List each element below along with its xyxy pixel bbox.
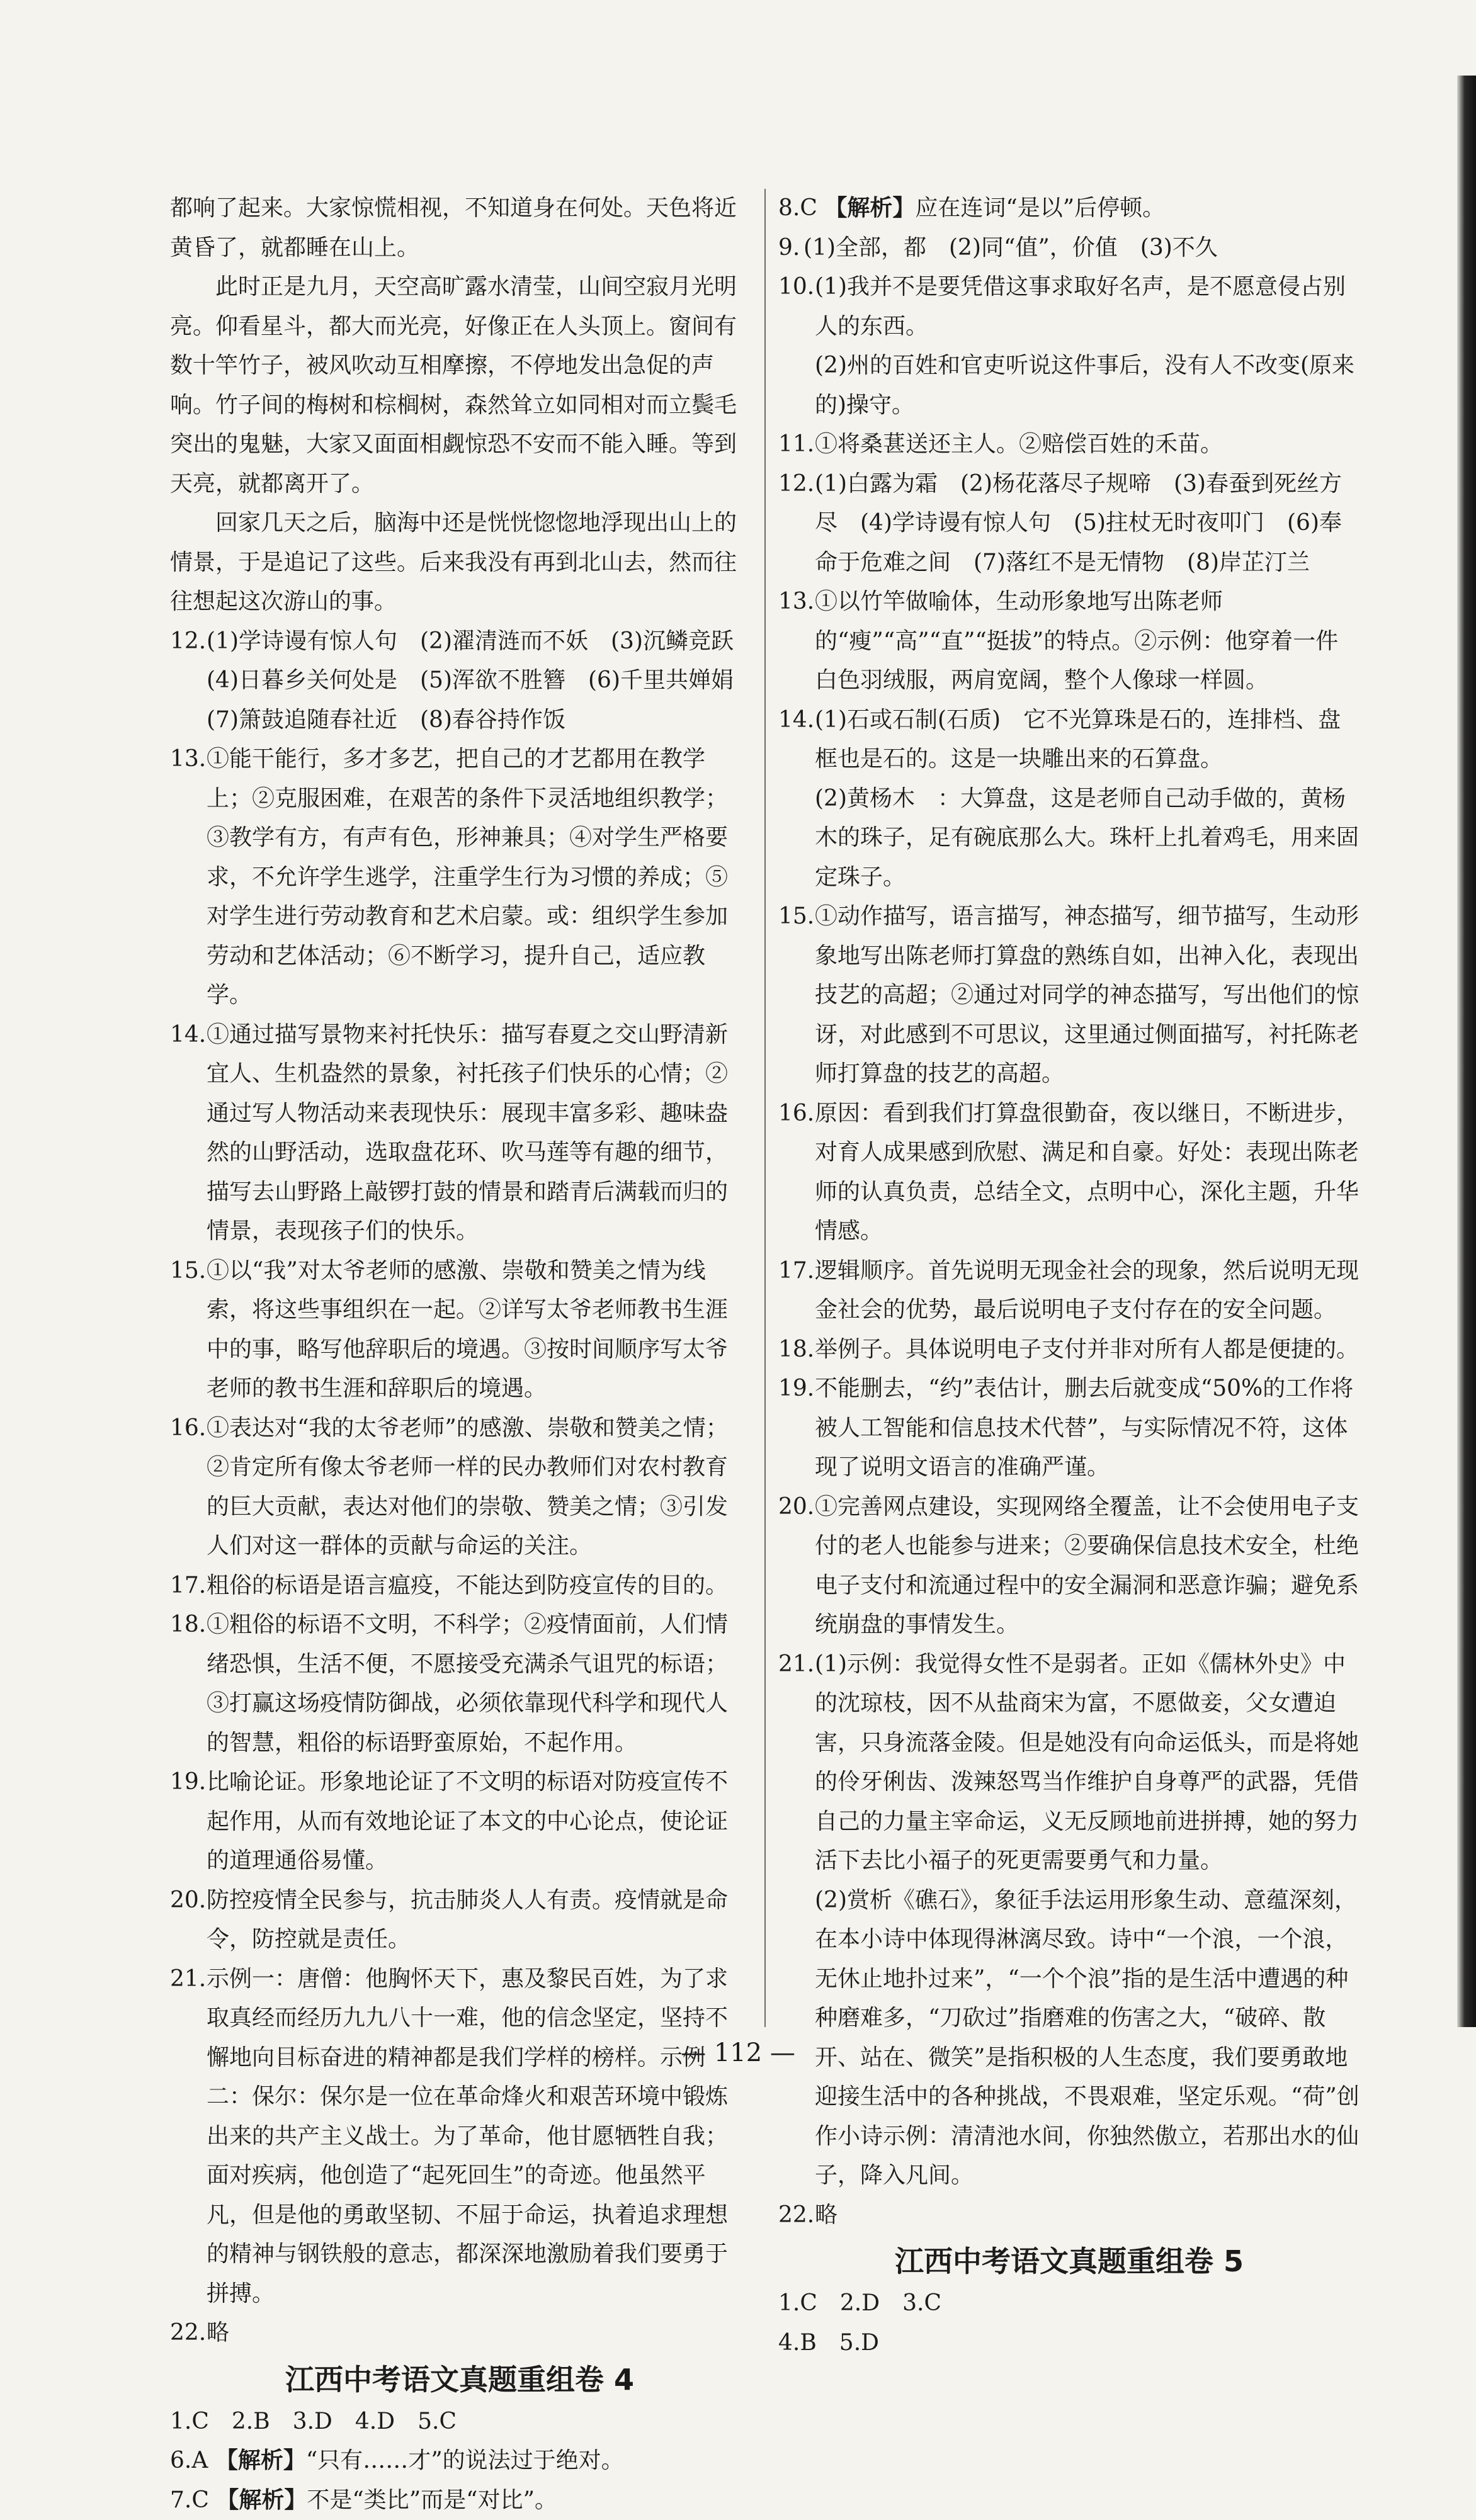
answer-subpart: (1)我并不是要凭借这事求取好名声，是不愿意侵占别人的东西。 (815, 268, 1360, 346)
answer-number: 17. (170, 1566, 207, 1606)
paper5-choice-answers-2: 4.B 5.D (778, 2324, 1360, 2363)
answer-item (778, 425, 1360, 465)
answer-text-block (815, 1369, 1360, 1488)
answer-number: 18. (778, 1330, 815, 1370)
answer-number: 19. (778, 1369, 815, 1488)
answer-text: ①表达对“我的太爷老师”的感激、崇敬和赞美之情；②肯定所有像太爷老师一样的民办教师们对农村教育的巨大贡献，表达对他们的崇敬、赞美之情；③引发人们对这一群体的贡献与命运的关注。 (207, 1409, 749, 1566)
answer-text-block (815, 1488, 1360, 1645)
analysis-text: 应在连词“是以”后停顿。 (915, 195, 1165, 221)
answer-number: 21. (778, 1645, 815, 2196)
answer-item (778, 1645, 1360, 2196)
answer-number: 21. (170, 1960, 207, 2314)
answer-subpart: 逻辑顺序。首先说明无现金社会的现象，然后说明无现金社会的优势，最后说明电子支付存在的安全问题。 (815, 1252, 1360, 1330)
answer-subpart: 原因：看到我们打算盘很勤奋，夜以继日，不断进步，对育人成果感到欣慰、满足和自豪。好处：表现出陈老师的认真负责，总结全文，点明中心，深化主题，升华情感。 (815, 1094, 1360, 1252)
answer-number: 12. (170, 622, 207, 740)
answer-subpart: (2)黄杨木 ：大算盘，这是老师自己动手做的，黄杨木的珠子，足有碗底那么大。珠杆上扎着鸡毛，用来固定珠子。 (815, 779, 1360, 898)
answer-text: 示例一：唐僧：他胸怀天下，惠及黎民百姓，为了求取真经而经历九九八十一难，他的信念坚定，坚持不懈地向目标奋进的精神都是我们学样的榜样。示例二：保尔：保尔是一位在革命烽火和艰苦环境中锻炼出来的共产主义战士。为了革命，他甘愿牺牲自我；面对疾病，他创造了“起死回生”的奇迹。他虽然平凡，但是他的勇敢坚韧、不屈于命运，执着追求理想的精神与钢铁般的意志，都深深地激励着我们要勇于拼搏。 (207, 1960, 749, 2314)
answer-item (170, 1881, 749, 1960)
answer-text: 防控疫情全民参与，抗击肺炎人人有责。疫情就是命令，防控就是责任。 (207, 1881, 749, 1960)
answer-item (778, 701, 1360, 898)
answer-number: 10. (778, 268, 815, 425)
answer-text: ①能干能行，多才多艺，把自己的才艺都用在教学上；②克服困难，在艰苦的条件下灵活地组织教学；③教学有方，有声有色，形神兼具；④对学生严格要求，不允许学生逃学，注重学生行为习惯的养成；⑤对学生进行劳动教育和艺术启蒙。或：组织学生参加劳动和艺体活动；⑥不断学习，提升自己，适应教学。 (207, 740, 749, 1015)
answer-text: ①以“我”对太爷老师的感激、崇敬和赞美之情为线索，将这些事组织在一起。②详写太爷老师教书生涯中的事，略写他辞职后的境遇。③按时间顺序写太爷老师的教书生涯和辞职后的境遇。 (207, 1252, 749, 1409)
answer-text-block (815, 1645, 1360, 2196)
answer-number: 7.C (170, 2487, 209, 2513)
answer-number: 18. (170, 1605, 207, 1763)
answer-item (170, 1252, 749, 1409)
answer-text-block (815, 1252, 1360, 1330)
answer-subpart: 举例子。具体说明电子支付并非对所有人都是便捷的。 (815, 1330, 1360, 1370)
analysis-tag: 【解析】 (215, 2448, 306, 2473)
analysis-tag: 【解析】 (824, 195, 915, 221)
answer-text: ①通过描写景物来衬托快乐：描写春夏之交山野清新宜人、生机盎然的景象，衬托孩子们快乐的心情；②通过写人物活动来表现快乐：展现丰富多彩、趣味盎然的山野活动，选取盘花环、吹马莲等有趣的细节，描写去山野路上敲锣打鼓的情景和踏青后满载而归的情景，表现孩子们的快乐。 (207, 1015, 749, 1252)
paper4-answer-6 (170, 2441, 749, 2481)
answer-subpart: (2)州的百姓和官吏听说这件事后，没有人不改变(原来的)操守。 (815, 346, 1360, 425)
answer-item (778, 268, 1360, 425)
answer-subpart: 略 (815, 2196, 1360, 2235)
answer-number: 14. (778, 701, 815, 898)
answer-number: 15. (778, 897, 815, 1094)
translation-paragraph-2: 此时正是九月，天空高旷露水清莹，山间空寂月光明亮。仰看星斗，都大而光亮，好像正在人头顶上。窗间有数十竿竹子，被风吹动互相摩擦，不停地发出急促的声响。竹子间的梅树和棕榈树，森然耸立如同相对而立鬓毛突出的鬼魅，大家又面面相觑惊恐不安而不能入睡。等到天亮，就都离开了。 (170, 268, 749, 504)
page-number: — 112 — (0, 2038, 1476, 2067)
answer-text: (1)学诗谩有惊人句 (2)濯清涟而不妖 (3)沉鳞竞跃 (4)日暮乡关何处是 (5)浑欲不胜簪 (6)千里共婵娟 (7)箫鼓追随春社近 (8)春谷持作饭 (207, 622, 749, 740)
answer-number: 22. (778, 2196, 815, 2235)
answer-subpart: (1)示例：我觉得女性不是弱者。正如《儒林外史》中的沈琼枝，因不从盐商宋为富，不愿做妾，父女遭迫害，只身流落金陵。但是她没有向命运低头，而是将她的伶牙俐齿、泼辣怒骂当作维护自身尊严的武器，凭借自己的力量主宰命运，义无反顾地前进拼搏，她的努力活下去比小福子的死更需要勇气和力量。 (815, 1645, 1360, 1881)
answer-text-block (815, 465, 1360, 583)
section-title-paper-5: 江西中考语文真题重组卷 5 (778, 2239, 1360, 2284)
answer-number: 19. (170, 1763, 207, 1881)
translation-paragraph-3: 回家几天之后，脑海中还是恍恍惚惚地浮现出山上的情景，于是追记了这些。后来我没有再到北山去，然而往往想起这次游山的事。 (170, 504, 749, 622)
answer-text-block (815, 582, 1360, 701)
answer-subpart: (1)全部，都 (2)同“值”，价值 (3)不久 (803, 229, 1360, 268)
scan-edge-shadow (1457, 76, 1476, 2027)
paper4-choice-answers: 1.C 2.B 3.D 4.D 5.C (170, 2402, 749, 2442)
answer-item (778, 897, 1360, 1094)
answer-text: 比喻论证。形象地论证了不文明的标语对防疫宣传不起作用，从而有效地论证了本文的中心论点，使论证的道理通俗易懂。 (207, 1763, 749, 1881)
left-column (170, 189, 749, 2520)
answer-item (778, 1488, 1360, 1645)
answer-text-block (815, 897, 1360, 1094)
paper5-choice-answers-1: 1.C 2.D 3.C (778, 2284, 1360, 2324)
right-column (778, 189, 1360, 2363)
answer-subpart: (1)石或石制(石质) 它不光算珠是石的，连排档、盘框也是石的。这是一块雕出来的石算盘。 (815, 701, 1360, 779)
answer-text: 略 (207, 2314, 749, 2353)
section-title-paper-4: 江西中考语文真题重组卷 4 (170, 2357, 749, 2402)
answer-item (170, 1015, 749, 1252)
answer-number: 20. (778, 1488, 815, 1645)
answer-item (170, 622, 749, 740)
analysis-tag: 【解析】 (216, 2487, 307, 2513)
answer-number: 20. (170, 1881, 207, 1960)
answer-item (778, 1252, 1360, 1330)
answer-item (778, 582, 1360, 701)
answer-text-block (815, 2196, 1360, 2235)
answer-item (170, 740, 749, 1015)
answer-item (170, 1605, 749, 1763)
answer-text-block (803, 229, 1360, 268)
answer-number: 11. (778, 425, 815, 465)
answer-number: 12. (778, 465, 815, 583)
answer-item (170, 1566, 749, 1606)
answer-number: 9. (778, 229, 803, 268)
answer-item (778, 1330, 1360, 1370)
answer-text-block (815, 425, 1360, 465)
answer-item (170, 1409, 749, 1566)
answer-text: ①粗俗的标语不文明，不科学；②疫情面前，人们情绪恐惧，生活不便，不愿接受充满杀气诅咒的标语；③打赢这场疫情防御战，必须依靠现代科学和现代人的智慧，粗俗的标语野蛮原始，不起作用。 (207, 1605, 749, 1763)
answer-number: 22. (170, 2314, 207, 2353)
right-answer-list (778, 229, 1360, 2235)
answer-text-block (815, 1094, 1360, 1252)
answer-subpart: 不能删去，“约”表估计，删去后就变成“50%的工作将被人工智能和信息技术代替”，与实际情况不符，这体现了说明文语言的准确严谨。 (815, 1369, 1360, 1488)
answer-number: 14. (170, 1015, 207, 1252)
answer-subpart: ①将桑葚送还主人。②赔偿百姓的禾苗。 (815, 425, 1360, 465)
answer-subpart: (1)白露为霜 (2)杨花落尽子规啼 (3)春蚕到死丝方尽 (4)学诗谩有惊人句 (5)拄杖无时夜叩门 (6)奉命于危难之间 (7)落红不是无情物 (8)岸芷汀兰 (815, 465, 1360, 583)
answer-subpart: ①动作描写，语言描写，神态描写，细节描写，生动形象地写出陈老师打算盘的熟练自如，出神入化，表现出技艺的高超；②通过对同学的神态描写，写出他们的惊讶，对此感到不可思议，这里通过侧面描写，衬托陈老师打算盘的技艺的高超。 (815, 897, 1360, 1094)
analysis-text: 不是“类比”而是“对比”。 (307, 2487, 557, 2513)
answer-number: 16. (170, 1409, 207, 1566)
answer-item (170, 1960, 749, 2314)
answer-number: 15. (170, 1252, 207, 1409)
translation-paragraph-1: 都响了起来。大家惊慌相视，不知道身在何处。天色将近黄昏了，就都睡在山上。 (170, 189, 749, 268)
answer-number: 8.C (778, 195, 817, 221)
answer-text-block (815, 1330, 1360, 1370)
column-divider (764, 189, 766, 2027)
answer-item (778, 2196, 1360, 2235)
answer-text-block (815, 701, 1360, 898)
answer-subpart: (2)赏析《礁石》，象征手法运用形象生动、意蕴深刻，在本小诗中体现得淋漓尽致。诗中“一个浪，一个浪，无休止地扑过来”，“一个个浪”指的是生活中遭遇的种种磨难多，“刀砍过”指磨难的伤害之大，“破碎、散开、站在、微笑”是指积极的人生态度，我们要勇敢地迎接生活中的各种挑战，不畏艰难，坚定乐观。“荷”创作小诗示例：清清池水间，你独然傲立，若那出水的仙子，降入凡间。 (815, 1881, 1360, 2196)
answer-subpart: ①以竹竿做喻体，生动形象地写出陈老师的“瘦”“高”“直”“挺拔”的特点。②示例：他穿着一件白色羽绒服，两肩宽阔，整个人像球一样圆。 (815, 582, 1360, 701)
answer-item (170, 1763, 749, 1881)
answer-item (170, 2314, 749, 2353)
answer-number: 16. (778, 1094, 815, 1252)
answer-number: 13. (778, 582, 815, 701)
answer-number: 17. (778, 1252, 815, 1330)
answer-number: 6.A (170, 2448, 208, 2473)
answer-item (778, 1369, 1360, 1488)
answer-text-block (815, 268, 1360, 425)
answer-item (778, 465, 1360, 583)
left-answer-list (170, 622, 749, 2353)
paper4-answer-7 (170, 2481, 749, 2520)
answer-text: 粗俗的标语是语言瘟疫，不能达到防疫宣传的目的。 (207, 1566, 749, 1606)
analysis-text: “只有……才”的说法过于绝对。 (306, 2448, 624, 2473)
answer-item (778, 229, 1360, 268)
answer-number: 13. (170, 740, 207, 1015)
answer-item (778, 1094, 1360, 1252)
answer-8 (778, 189, 1360, 229)
answer-subpart: ①完善网点建设，实现网络全覆盖，让不会使用电子支付的老人也能参与进来；②要确保信息技术安全，杜绝电子支付和流通过程中的安全漏洞和恶意诈骗；避免系统崩盘的事情发生。 (815, 1488, 1360, 1645)
